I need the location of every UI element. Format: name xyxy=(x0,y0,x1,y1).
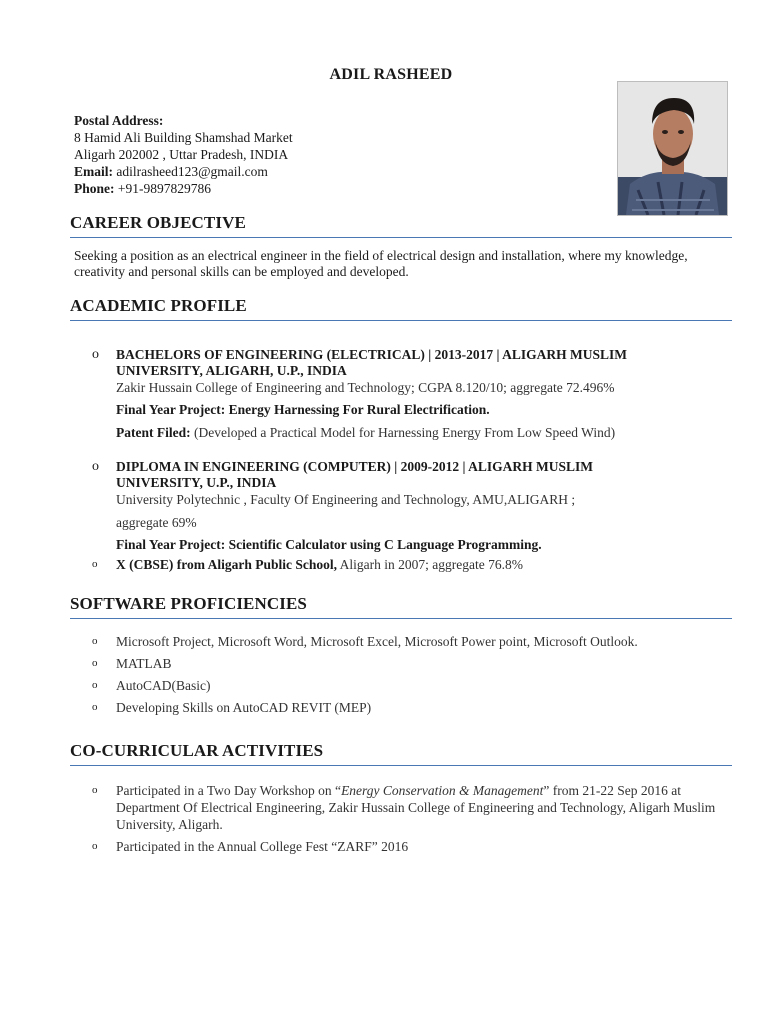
bachelors-title-line-2: UNIVERSITY, ALIGARH, U.P., INDIA xyxy=(116,363,347,378)
career-objective-text: Seeking a position as an electrical engineer in the field of electrical design and installation, where my knowledge, creativity and personal skills can be employed and developed. xyxy=(74,248,688,279)
address-line-2: Aligarh 202002 , Uttar Pradesh, INDIA xyxy=(74,147,289,162)
email-label: Email: xyxy=(74,164,113,179)
software-item-text: MATLAB xyxy=(116,656,172,671)
software-item-text: Developing Skills on AutoCAD REVIT (MEP) xyxy=(116,700,372,715)
software-item-text: Microsoft Project, Microsoft Word, Microsoft Excel, Microsoft Power point, Microsoft Outlook. xyxy=(116,634,638,649)
phone-label: Phone: xyxy=(74,181,115,196)
activity-2-text: Participated in the Annual College Fest “ZARF” 2016 xyxy=(116,839,409,854)
software-item-text: AutoCAD(Basic) xyxy=(116,678,211,693)
bullet-icon: o xyxy=(92,840,98,852)
patent-text: (Developed a Practical Model for Harnessing Energy From Low Speed Wind) xyxy=(190,425,616,440)
career-objective-heading: CAREER OBJECTIVE xyxy=(70,213,732,238)
bullet-icon: o xyxy=(92,784,98,796)
activity-1-prefix: Participated in a Two Day Workshop on “ xyxy=(116,783,342,798)
patent-row xyxy=(116,424,728,441)
activity-1-italic: Energy Conservation & Management xyxy=(341,783,544,798)
email-value: adilrasheed123@gmail.com xyxy=(116,164,268,179)
candidate-name: ADIL RASHEED xyxy=(329,66,453,83)
bullet-icon: o xyxy=(92,558,98,570)
phone-value: +91-9897829786 xyxy=(117,181,211,196)
profile-photo xyxy=(617,81,728,216)
contact-block xyxy=(74,112,293,197)
academic-profile-heading: ACADEMIC PROFILE xyxy=(70,296,732,321)
email-row xyxy=(74,163,293,180)
phone-row xyxy=(74,180,293,197)
software-heading: SOFTWARE PROFICIENCIES xyxy=(70,594,732,619)
school-rest: Aligarh in 2007; aggregate 76.8% xyxy=(337,557,523,572)
address-line-1: 8 Hamid Ali Building Shamshad Market xyxy=(74,130,293,145)
bullet-icon: o xyxy=(92,459,99,474)
diploma-title-line-2: UNIVERSITY, U.P., INDIA xyxy=(116,475,277,490)
postal-label: Postal Address: xyxy=(74,113,164,128)
bullet-icon: o xyxy=(92,635,98,647)
bullet-icon: o xyxy=(92,347,99,362)
bullet-icon: o xyxy=(92,679,98,691)
diploma-detail-line-2: aggregate 69% xyxy=(116,515,197,530)
diploma-project: Final Year Project: Scientific Calculator using C Language Programming. xyxy=(116,537,542,552)
bachelors-title-line-1: BACHELORS OF ENGINEERING (ELECTRICAL) | 2013-2017 | ALIGARH MUSLIM xyxy=(116,347,628,362)
diploma-detail-line-1: University Polytechnic , Faculty Of Engineering and Technology, AMU,ALIGARH ; xyxy=(116,492,576,507)
bullet-icon: o xyxy=(92,701,98,713)
activity-1-suffix: ” from 21-22 Sep 2016 at Department Of Electrical Engineering, Zakir Hussain College of Engineering and Technology, Aligarh Muslim University, Aligarh. xyxy=(116,783,716,832)
bachelors-project: Final Year Project: Energy Harnessing For Rural Electrification. xyxy=(116,402,490,417)
bullet-icon: o xyxy=(92,657,98,669)
patent-label: Patent Filed: xyxy=(116,425,191,440)
activity-text xyxy=(116,782,728,833)
diploma-title-line-1: DIPLOMA IN ENGINEERING (COMPUTER) | 2009-2012 | ALIGARH MUSLIM xyxy=(116,459,593,474)
bachelors-detail: Zakir Hussain College of Engineering and Technology; CGPA 8.120/10; aggregate 72.496% xyxy=(116,380,615,395)
co-curricular-heading: CO-CURRICULAR ACTIVITIES xyxy=(70,741,732,766)
school-bold: X (CBSE) from Aligarh Public School, xyxy=(116,557,338,572)
